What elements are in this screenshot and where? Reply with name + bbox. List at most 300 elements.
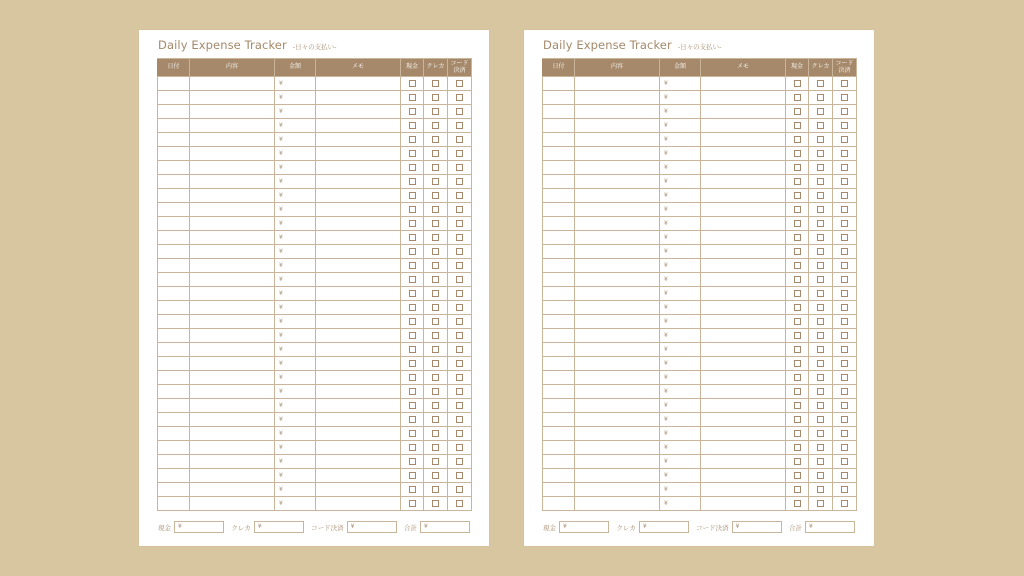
- date-cell[interactable]: [158, 245, 190, 259]
- checkbox[interactable]: [409, 402, 416, 409]
- checkbox[interactable]: [794, 276, 801, 283]
- item-cell[interactable]: [190, 217, 275, 231]
- checkbox[interactable]: [456, 206, 463, 213]
- checkbox[interactable]: [841, 388, 848, 395]
- amount-cell[interactable]: [275, 133, 316, 147]
- checkbox[interactable]: [409, 248, 416, 255]
- memo-cell[interactable]: [701, 287, 786, 301]
- item-cell[interactable]: [190, 231, 275, 245]
- memo-cell[interactable]: [701, 399, 786, 413]
- item-cell[interactable]: [190, 77, 275, 91]
- date-cell[interactable]: [543, 175, 575, 189]
- memo-cell[interactable]: [316, 175, 401, 189]
- memo-cell[interactable]: [316, 357, 401, 371]
- checkbox[interactable]: [432, 374, 439, 381]
- checkbox[interactable]: [409, 206, 416, 213]
- checkbox[interactable]: [817, 276, 824, 283]
- amount-cell[interactable]: [275, 147, 316, 161]
- memo-cell[interactable]: [701, 329, 786, 343]
- checkbox[interactable]: [817, 346, 824, 353]
- item-cell[interactable]: [190, 441, 275, 455]
- memo-cell[interactable]: [316, 273, 401, 287]
- checkbox[interactable]: [456, 444, 463, 451]
- checkbox[interactable]: [841, 122, 848, 129]
- date-cell[interactable]: [543, 119, 575, 133]
- memo-cell[interactable]: [701, 189, 786, 203]
- item-cell[interactable]: [190, 301, 275, 315]
- memo-cell[interactable]: [701, 455, 786, 469]
- item-cell[interactable]: [190, 427, 275, 441]
- amount-cell[interactable]: [660, 455, 701, 469]
- amount-cell[interactable]: [275, 483, 316, 497]
- amount-cell[interactable]: [660, 161, 701, 175]
- item-cell[interactable]: [575, 91, 660, 105]
- date-cell[interactable]: [543, 399, 575, 413]
- item-cell[interactable]: [575, 147, 660, 161]
- memo-cell[interactable]: [701, 385, 786, 399]
- checkbox[interactable]: [409, 136, 416, 143]
- date-cell[interactable]: [543, 385, 575, 399]
- item-cell[interactable]: [190, 315, 275, 329]
- checkbox[interactable]: [409, 94, 416, 101]
- item-cell[interactable]: [190, 371, 275, 385]
- checkbox[interactable]: [432, 206, 439, 213]
- amount-cell[interactable]: [660, 483, 701, 497]
- checkbox[interactable]: [456, 150, 463, 157]
- amount-cell[interactable]: [275, 259, 316, 273]
- checkbox[interactable]: [432, 262, 439, 269]
- memo-cell[interactable]: [316, 133, 401, 147]
- checkbox[interactable]: [409, 374, 416, 381]
- checkbox[interactable]: [456, 290, 463, 297]
- checkbox[interactable]: [409, 416, 416, 423]
- checkbox[interactable]: [456, 416, 463, 423]
- checkbox[interactable]: [409, 220, 416, 227]
- item-cell[interactable]: [575, 385, 660, 399]
- amount-cell[interactable]: [275, 287, 316, 301]
- date-cell[interactable]: [543, 329, 575, 343]
- checkbox[interactable]: [432, 150, 439, 157]
- memo-cell[interactable]: [316, 105, 401, 119]
- checkbox[interactable]: [456, 136, 463, 143]
- item-cell[interactable]: [575, 399, 660, 413]
- memo-cell[interactable]: [701, 217, 786, 231]
- checkbox[interactable]: [817, 262, 824, 269]
- memo-cell[interactable]: [316, 189, 401, 203]
- date-cell[interactable]: [158, 161, 190, 175]
- amount-cell[interactable]: [660, 469, 701, 483]
- item-cell[interactable]: [575, 427, 660, 441]
- amount-cell[interactable]: [275, 217, 316, 231]
- date-cell[interactable]: [543, 497, 575, 511]
- amount-cell[interactable]: [660, 287, 701, 301]
- date-cell[interactable]: [158, 497, 190, 511]
- checkbox[interactable]: [409, 430, 416, 437]
- item-cell[interactable]: [190, 357, 275, 371]
- date-cell[interactable]: [543, 441, 575, 455]
- checkbox[interactable]: [456, 360, 463, 367]
- memo-cell[interactable]: [316, 217, 401, 231]
- memo-cell[interactable]: [701, 133, 786, 147]
- date-cell[interactable]: [158, 441, 190, 455]
- checkbox[interactable]: [841, 444, 848, 451]
- checkbox[interactable]: [841, 80, 848, 87]
- item-cell[interactable]: [575, 119, 660, 133]
- checkbox[interactable]: [794, 178, 801, 185]
- date-cell[interactable]: [158, 273, 190, 287]
- checkbox[interactable]: [432, 94, 439, 101]
- amount-cell[interactable]: [275, 189, 316, 203]
- checkbox[interactable]: [841, 486, 848, 493]
- memo-cell[interactable]: [701, 413, 786, 427]
- checkbox[interactable]: [794, 318, 801, 325]
- memo-cell[interactable]: [701, 91, 786, 105]
- item-cell[interactable]: [575, 189, 660, 203]
- checkbox[interactable]: [794, 136, 801, 143]
- memo-cell[interactable]: [316, 301, 401, 315]
- amount-cell[interactable]: [660, 357, 701, 371]
- item-cell[interactable]: [575, 483, 660, 497]
- checkbox[interactable]: [794, 192, 801, 199]
- summary-total-field[interactable]: ¥: [805, 521, 855, 533]
- checkbox[interactable]: [817, 318, 824, 325]
- checkbox[interactable]: [432, 192, 439, 199]
- date-cell[interactable]: [543, 245, 575, 259]
- date-cell[interactable]: [158, 385, 190, 399]
- checkbox[interactable]: [456, 332, 463, 339]
- date-cell[interactable]: [158, 175, 190, 189]
- amount-cell[interactable]: [660, 189, 701, 203]
- item-cell[interactable]: [575, 259, 660, 273]
- checkbox[interactable]: [817, 206, 824, 213]
- amount-cell[interactable]: [275, 385, 316, 399]
- date-cell[interactable]: [158, 231, 190, 245]
- amount-cell[interactable]: [660, 273, 701, 287]
- memo-cell[interactable]: [701, 161, 786, 175]
- item-cell[interactable]: [190, 329, 275, 343]
- date-cell[interactable]: [158, 469, 190, 483]
- item-cell[interactable]: [190, 273, 275, 287]
- amount-cell[interactable]: [275, 497, 316, 511]
- date-cell[interactable]: [543, 91, 575, 105]
- checkbox[interactable]: [817, 500, 824, 507]
- checkbox[interactable]: [409, 262, 416, 269]
- checkbox[interactable]: [794, 402, 801, 409]
- checkbox[interactable]: [432, 164, 439, 171]
- checkbox[interactable]: [456, 122, 463, 129]
- checkbox[interactable]: [817, 332, 824, 339]
- date-cell[interactable]: [158, 483, 190, 497]
- checkbox[interactable]: [794, 206, 801, 213]
- item-cell[interactable]: [190, 91, 275, 105]
- summary-code-field[interactable]: ¥: [347, 521, 397, 533]
- item-cell[interactable]: [190, 147, 275, 161]
- checkbox[interactable]: [794, 458, 801, 465]
- checkbox[interactable]: [817, 94, 824, 101]
- date-cell[interactable]: [543, 273, 575, 287]
- memo-cell[interactable]: [316, 441, 401, 455]
- checkbox[interactable]: [817, 80, 824, 87]
- checkbox[interactable]: [456, 248, 463, 255]
- checkbox[interactable]: [456, 262, 463, 269]
- checkbox[interactable]: [432, 178, 439, 185]
- amount-cell[interactable]: [275, 273, 316, 287]
- amount-cell[interactable]: [660, 441, 701, 455]
- date-cell[interactable]: [158, 91, 190, 105]
- date-cell[interactable]: [543, 455, 575, 469]
- checkbox[interactable]: [432, 430, 439, 437]
- memo-cell[interactable]: [701, 175, 786, 189]
- checkbox[interactable]: [456, 178, 463, 185]
- checkbox[interactable]: [432, 276, 439, 283]
- amount-cell[interactable]: [275, 175, 316, 189]
- date-cell[interactable]: [158, 371, 190, 385]
- amount-cell[interactable]: [275, 77, 316, 91]
- memo-cell[interactable]: [701, 301, 786, 315]
- checkbox[interactable]: [409, 192, 416, 199]
- amount-cell[interactable]: [660, 497, 701, 511]
- checkbox[interactable]: [841, 248, 848, 255]
- checkbox[interactable]: [409, 318, 416, 325]
- checkbox[interactable]: [794, 94, 801, 101]
- amount-cell[interactable]: [660, 385, 701, 399]
- memo-cell[interactable]: [701, 315, 786, 329]
- summary-credit-field[interactable]: ¥: [254, 521, 304, 533]
- amount-cell[interactable]: [275, 455, 316, 469]
- checkbox[interactable]: [794, 360, 801, 367]
- checkbox[interactable]: [794, 234, 801, 241]
- amount-cell[interactable]: [660, 203, 701, 217]
- checkbox[interactable]: [456, 108, 463, 115]
- checkbox[interactable]: [794, 108, 801, 115]
- amount-cell[interactable]: [275, 301, 316, 315]
- checkbox[interactable]: [409, 458, 416, 465]
- checkbox[interactable]: [432, 290, 439, 297]
- date-cell[interactable]: [543, 105, 575, 119]
- item-cell[interactable]: [575, 455, 660, 469]
- checkbox[interactable]: [432, 248, 439, 255]
- checkbox[interactable]: [456, 164, 463, 171]
- checkbox[interactable]: [432, 472, 439, 479]
- checkbox[interactable]: [409, 234, 416, 241]
- checkbox[interactable]: [794, 262, 801, 269]
- checkbox[interactable]: [456, 234, 463, 241]
- checkbox[interactable]: [409, 164, 416, 171]
- memo-cell[interactable]: [701, 441, 786, 455]
- date-cell[interactable]: [158, 77, 190, 91]
- date-cell[interactable]: [158, 203, 190, 217]
- memo-cell[interactable]: [316, 399, 401, 413]
- memo-cell[interactable]: [316, 329, 401, 343]
- checkbox[interactable]: [432, 108, 439, 115]
- checkbox[interactable]: [456, 458, 463, 465]
- item-cell[interactable]: [575, 245, 660, 259]
- summary-cash-field[interactable]: ¥: [559, 521, 609, 533]
- checkbox[interactable]: [817, 360, 824, 367]
- checkbox[interactable]: [794, 290, 801, 297]
- checkbox[interactable]: [817, 374, 824, 381]
- date-cell[interactable]: [543, 147, 575, 161]
- amount-cell[interactable]: [660, 301, 701, 315]
- checkbox[interactable]: [432, 388, 439, 395]
- checkbox[interactable]: [409, 304, 416, 311]
- memo-cell[interactable]: [701, 259, 786, 273]
- date-cell[interactable]: [158, 357, 190, 371]
- checkbox[interactable]: [817, 416, 824, 423]
- checkbox[interactable]: [794, 486, 801, 493]
- checkbox[interactable]: [841, 290, 848, 297]
- checkbox[interactable]: [456, 304, 463, 311]
- checkbox[interactable]: [409, 276, 416, 283]
- memo-cell[interactable]: [701, 105, 786, 119]
- checkbox[interactable]: [456, 486, 463, 493]
- checkbox[interactable]: [817, 486, 824, 493]
- checkbox[interactable]: [817, 122, 824, 129]
- item-cell[interactable]: [190, 287, 275, 301]
- checkbox[interactable]: [841, 206, 848, 213]
- checkbox[interactable]: [432, 500, 439, 507]
- checkbox[interactable]: [841, 374, 848, 381]
- summary-total-field[interactable]: ¥: [420, 521, 470, 533]
- checkbox[interactable]: [841, 472, 848, 479]
- checkbox[interactable]: [432, 220, 439, 227]
- checkbox[interactable]: [817, 136, 824, 143]
- checkbox[interactable]: [456, 430, 463, 437]
- item-cell[interactable]: [575, 343, 660, 357]
- memo-cell[interactable]: [701, 245, 786, 259]
- item-cell[interactable]: [575, 371, 660, 385]
- checkbox[interactable]: [817, 220, 824, 227]
- memo-cell[interactable]: [701, 273, 786, 287]
- summary-credit-field[interactable]: ¥: [639, 521, 689, 533]
- checkbox[interactable]: [456, 374, 463, 381]
- date-cell[interactable]: [543, 161, 575, 175]
- date-cell[interactable]: [543, 469, 575, 483]
- memo-cell[interactable]: [701, 469, 786, 483]
- memo-cell[interactable]: [316, 161, 401, 175]
- checkbox[interactable]: [409, 108, 416, 115]
- checkbox[interactable]: [841, 458, 848, 465]
- memo-cell[interactable]: [701, 203, 786, 217]
- item-cell[interactable]: [190, 497, 275, 511]
- memo-cell[interactable]: [701, 497, 786, 511]
- checkbox[interactable]: [817, 402, 824, 409]
- amount-cell[interactable]: [275, 427, 316, 441]
- amount-cell[interactable]: [275, 91, 316, 105]
- summary-cash-field[interactable]: ¥: [174, 521, 224, 533]
- item-cell[interactable]: [575, 133, 660, 147]
- checkbox[interactable]: [841, 220, 848, 227]
- item-cell[interactable]: [190, 105, 275, 119]
- checkbox[interactable]: [794, 220, 801, 227]
- item-cell[interactable]: [190, 161, 275, 175]
- amount-cell[interactable]: [275, 469, 316, 483]
- checkbox[interactable]: [456, 276, 463, 283]
- item-cell[interactable]: [575, 217, 660, 231]
- amount-cell[interactable]: [275, 399, 316, 413]
- memo-cell[interactable]: [316, 203, 401, 217]
- amount-cell[interactable]: [275, 119, 316, 133]
- checkbox[interactable]: [409, 486, 416, 493]
- checkbox[interactable]: [817, 164, 824, 171]
- item-cell[interactable]: [190, 399, 275, 413]
- item-cell[interactable]: [190, 133, 275, 147]
- checkbox[interactable]: [841, 500, 848, 507]
- checkbox[interactable]: [456, 346, 463, 353]
- checkbox[interactable]: [794, 346, 801, 353]
- checkbox[interactable]: [456, 220, 463, 227]
- amount-cell[interactable]: [275, 357, 316, 371]
- checkbox[interactable]: [794, 122, 801, 129]
- date-cell[interactable]: [158, 455, 190, 469]
- checkbox[interactable]: [794, 80, 801, 87]
- checkbox[interactable]: [817, 472, 824, 479]
- checkbox[interactable]: [409, 500, 416, 507]
- item-cell[interactable]: [190, 343, 275, 357]
- amount-cell[interactable]: [275, 343, 316, 357]
- checkbox[interactable]: [432, 304, 439, 311]
- item-cell[interactable]: [190, 413, 275, 427]
- checkbox[interactable]: [841, 192, 848, 199]
- checkbox[interactable]: [817, 192, 824, 199]
- checkbox[interactable]: [817, 458, 824, 465]
- item-cell[interactable]: [575, 441, 660, 455]
- item-cell[interactable]: [190, 455, 275, 469]
- amount-cell[interactable]: [660, 259, 701, 273]
- memo-cell[interactable]: [701, 231, 786, 245]
- checkbox[interactable]: [794, 388, 801, 395]
- memo-cell[interactable]: [316, 119, 401, 133]
- checkbox[interactable]: [794, 150, 801, 157]
- checkbox[interactable]: [409, 80, 416, 87]
- date-cell[interactable]: [543, 203, 575, 217]
- checkbox[interactable]: [409, 444, 416, 451]
- amount-cell[interactable]: [275, 413, 316, 427]
- memo-cell[interactable]: [316, 455, 401, 469]
- amount-cell[interactable]: [275, 441, 316, 455]
- date-cell[interactable]: [543, 315, 575, 329]
- checkbox[interactable]: [794, 500, 801, 507]
- checkbox[interactable]: [841, 304, 848, 311]
- checkbox[interactable]: [409, 388, 416, 395]
- checkbox[interactable]: [817, 108, 824, 115]
- date-cell[interactable]: [158, 105, 190, 119]
- checkbox[interactable]: [841, 234, 848, 241]
- checkbox[interactable]: [432, 458, 439, 465]
- date-cell[interactable]: [158, 259, 190, 273]
- checkbox[interactable]: [817, 304, 824, 311]
- date-cell[interactable]: [543, 427, 575, 441]
- item-cell[interactable]: [575, 77, 660, 91]
- checkbox[interactable]: [432, 402, 439, 409]
- checkbox[interactable]: [409, 122, 416, 129]
- date-cell[interactable]: [158, 189, 190, 203]
- checkbox[interactable]: [409, 360, 416, 367]
- date-cell[interactable]: [543, 77, 575, 91]
- memo-cell[interactable]: [316, 469, 401, 483]
- checkbox[interactable]: [841, 108, 848, 115]
- memo-cell[interactable]: [701, 77, 786, 91]
- item-cell[interactable]: [575, 301, 660, 315]
- checkbox[interactable]: [794, 304, 801, 311]
- checkbox[interactable]: [432, 80, 439, 87]
- memo-cell[interactable]: [701, 343, 786, 357]
- date-cell[interactable]: [158, 315, 190, 329]
- amount-cell[interactable]: [660, 133, 701, 147]
- date-cell[interactable]: [158, 413, 190, 427]
- checkbox[interactable]: [841, 150, 848, 157]
- checkbox[interactable]: [794, 444, 801, 451]
